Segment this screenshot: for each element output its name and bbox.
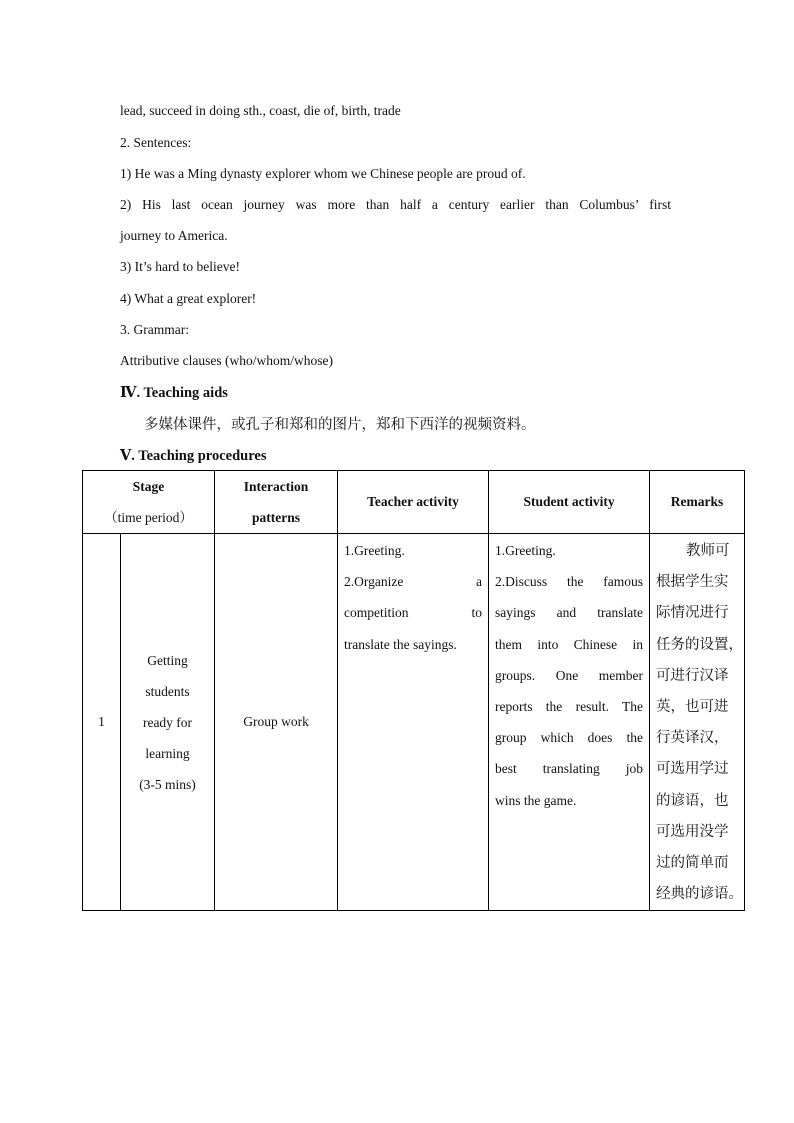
sentence-4: 4) What a great explorer! <box>120 291 257 306</box>
remarks-line: 过的简单而 <box>656 855 729 872</box>
student-line: 1.Greeting. <box>495 543 556 558</box>
student-line: sayings and translate <box>495 605 644 621</box>
header-stage-label: Stage <box>132 479 165 494</box>
header-interaction-line1: Interaction <box>243 479 309 494</box>
grammar-heading: 3. Grammar: <box>120 322 189 337</box>
stage-line: Getting <box>147 652 188 668</box>
sentence-2-continued: journey to America. <box>120 228 228 243</box>
row-remarks <box>650 534 745 911</box>
remarks-line: 可选用没学 <box>656 823 729 840</box>
student-line: them into Chinese in <box>495 636 644 652</box>
table-header-row <box>83 471 745 534</box>
sentences-heading: 2. Sentences: <box>120 135 192 150</box>
teaching-procedures-heading: Ⅴ. Teaching procedures <box>120 448 267 464</box>
remarks-line: 行英译汉， <box>656 730 729 747</box>
stage-line: ready for <box>142 714 193 730</box>
sentence-1: 1) He was a Ming dynasty explorer whom we Chinese people are proud of. <box>120 166 526 181</box>
header-teacher-activity: Teacher activity <box>338 471 489 534</box>
teacher-line: 2.Organize a <box>344 574 483 590</box>
grammar-text: Attributive clauses (who/whom/whose) <box>120 353 333 368</box>
teacher-line: translate the sayings. <box>344 636 457 652</box>
header-interaction-line2: patterns <box>252 510 301 525</box>
row-stage <box>121 534 215 911</box>
stage-line: (3-5 mins) <box>139 776 196 792</box>
teacher-line: competition to <box>344 605 483 621</box>
row-student-activity <box>489 534 650 911</box>
header-stage <box>83 471 215 534</box>
remarks-line: 英，也可进 <box>656 699 729 716</box>
remarks-line: 的谚语，也 <box>656 792 729 809</box>
student-line: group which does the <box>495 730 644 746</box>
header-interaction <box>215 471 338 534</box>
remarks-line: 经典的谚语。 <box>656 886 744 903</box>
teaching-aids-text: 多媒体课件，或孔子和郑和的图片，郑和下西洋的视频资料。 <box>144 417 536 433</box>
sentence-2: 2) His last ocean journey was more than half a century earlier than Columbus’ first <box>120 197 671 212</box>
row-interaction: Group work <box>215 534 338 911</box>
header-remarks: Remarks <box>650 471 745 534</box>
row-number: 1 <box>83 534 121 911</box>
header-student-activity: Student activity <box>489 471 650 534</box>
teacher-line: 1.Greeting. <box>344 543 405 558</box>
stage-line: students <box>145 683 190 699</box>
remarks-line: 际情况进行 <box>656 605 729 622</box>
student-line: wins the game. <box>495 792 577 808</box>
student-line: reports the result. The <box>495 699 644 715</box>
vocabulary-line: lead, succeed in doing sth., coast, die of, birth, trade <box>120 103 401 118</box>
stage-line: learning <box>145 745 190 761</box>
table-row <box>83 534 745 911</box>
row-teacher-activity <box>338 534 489 911</box>
header-stage-sub: （time period） <box>104 510 193 525</box>
remarks-line: 任务的设置， <box>656 636 744 653</box>
remarks-line: 可进行汉译 <box>656 667 729 684</box>
student-line: best translating job <box>495 761 644 777</box>
student-line: groups. One member <box>495 667 644 683</box>
remarks-line: 可选用学过 <box>656 761 729 778</box>
sentence-3: 3) It’s hard to believe! <box>120 259 240 274</box>
remarks-line: 教师可 <box>686 543 730 559</box>
teaching-aids-heading: Ⅳ. Teaching aids <box>120 385 228 401</box>
remarks-line: 根据学生实 <box>656 574 729 591</box>
student-line: 2.Discuss the famous <box>495 574 644 590</box>
teaching-procedures-table <box>82 470 745 911</box>
